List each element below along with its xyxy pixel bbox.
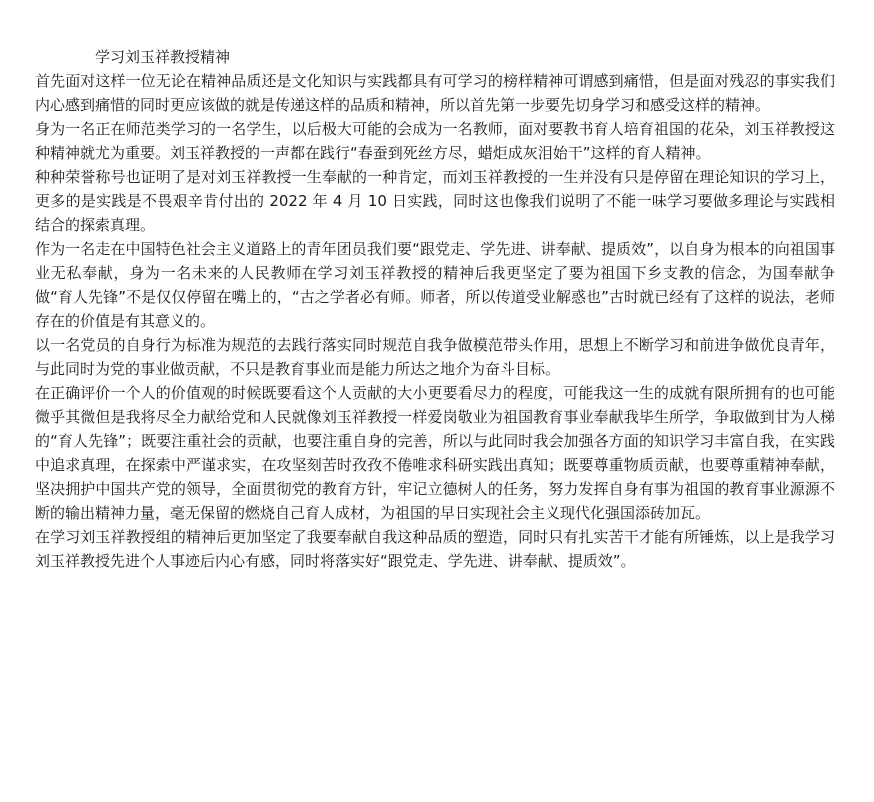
document-title: 学习刘玉祥教授精神 — [95, 48, 231, 66]
paragraph-2: 身为一名正在师范类学习的一名学生，以后极大可能的会成为一名教师，面对要教书育人培育祖国的花朵，刘玉祥教授这种精神就尤为重要。刘玉祥教授的一声都在践行“春蚕到死丝方尽，蜡炬成灰泪始干”这样的育人精神。 — [35, 120, 835, 162]
paragraph-4: 作为一名走在中国特色社会主义道路上的青年团员我们要“跟党走、学先进、讲奉献、提质效”，以自身为根本的向祖国事业无私奉献，身为一名未来的人民教师在学习刘玉祥教授的精神后我更坚定了要为祖国下乡支教的信念，为国奉献争做“育人先锋”不是仅仅停留在嘴上的，“古之学者必有师。师者，所以传道受业解惑也”古时就已经有了这样的说法，老师存在的价值是有其意义的。 — [35, 240, 835, 330]
paragraph-1: 首先面对这样一位无论在精神品质还是文化知识与实践都具有可学习的榜样精神可谓感到痛惜，但是面对残忍的事实我们内心感到痛惜的同时更应该做的就是传递这样的品质和精神，所以首先第一步要先切身学习和感受这样的精神。 — [35, 72, 835, 114]
document-body — [35, 45, 835, 573]
paragraph-7: 在学习刘玉祥教授组的精神后更加坚定了我要奉献自我这种品质的塑造，同时只有扎实苦干才能有所锤炼，以上是我学习刘玉祥教授先进个人事迹后内心有感，同时将落实好“跟党走、学先进、讲奉献、提质效”。 — [35, 528, 835, 570]
paragraph-6: 在正确评价一个人的价值观的时候既要看这个人贡献的大小更要看尽力的程度，可能我这一生的成就有限所拥有的也可能微乎其微但是我将尽全力献给党和人民就像刘玉祥教授一样爱岗敬业为祖国教育事业奉献我毕生所学，争取做到甘为人梯的“育人先锋”；既要注重社会的贡献，也要注重自身的完善，所以与此同时我会加强各方面的知识学习丰富自我，在实践中追求真理，在探索中严谨求实，在攻坚刻苦时孜孜不倦唯求科研实践出真知；既要尊重物质贡献，也要尊重精神奉献，坚决拥护中国共产党的领导，全面贯彻党的教育方针，牢记立德树人的任务，努力发挥自身有事为祖国的教育事业源源不断的输出精神力量，毫无保留的燃烧自己育人成材，为祖国的早日实现社会主义现代化强国添砖加瓦。 — [35, 384, 835, 522]
paragraph-5: 以一名党员的自身行为标准为规范的去践行落实同时规范自我争做模范带头作用，思想上不断学习和前进争做优良青年，与此同时为党的事业做贡献，不只是教育事业而是能力所达之地介为奋斗目标。 — [35, 336, 835, 378]
paragraph-3: 种种荣誉称号也证明了是对刘玉祥教授一生奉献的一种肯定，而刘玉祥教授的一生并没有只是停留在理论知识的学习上，更多的是实践是不畏艰辛肯付出的 2022 年 4 月 10 日实践，同时这也像我们说明了不能一味学习要做多理论与实践相结合的探索真理。 — [35, 168, 835, 234]
